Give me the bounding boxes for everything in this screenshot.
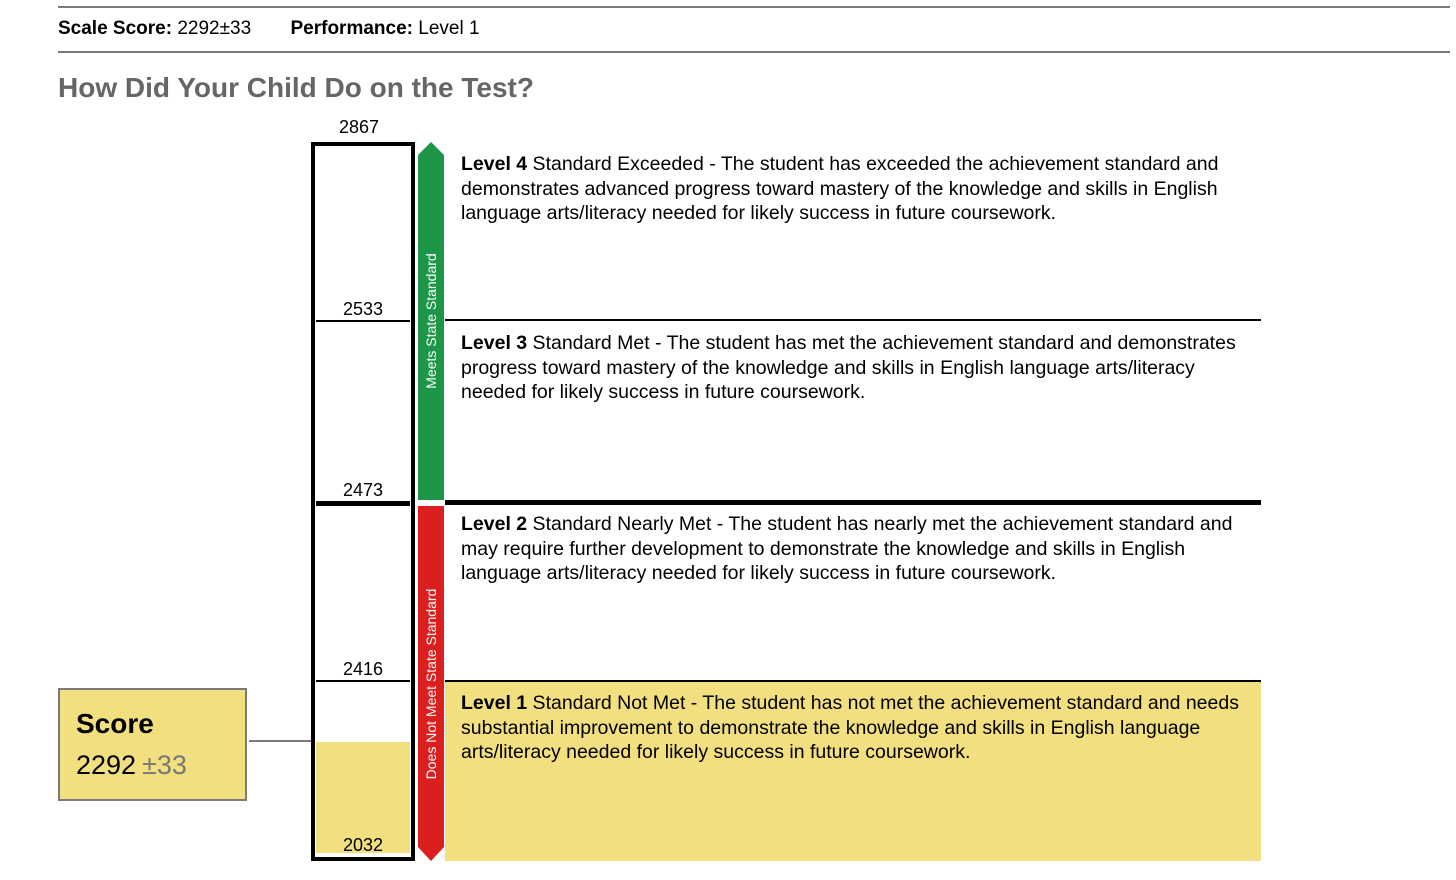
top-rule xyxy=(58,6,1450,8)
scale-score-value: 2292±33 xyxy=(177,18,252,39)
not-meet-standard-arrow xyxy=(418,506,444,861)
divider-2533 xyxy=(316,320,410,322)
level-text: Standard Not Met - The student has not met the achievement standard and needs substantial improvement to demonstrate the knowledge and skills in English language arts/literacy needed for likely success in future coursework. xyxy=(461,692,1239,764)
level-name: Level 3 xyxy=(461,332,528,354)
level-separator-1 xyxy=(445,680,1261,682)
meets-standard-arrow xyxy=(418,142,444,500)
level-name: Level 1 xyxy=(461,692,528,714)
level-text: Standard Exceeded - The student has exceeded the achievement standard and demonstrates advanced progress toward mastery of the knowledge and skills in English language arts/literacy needed for likely success in future coursework. xyxy=(461,153,1219,225)
score-value xyxy=(76,750,187,781)
tick-label: 2533 xyxy=(342,299,384,319)
score-title: Score xyxy=(76,708,154,739)
score-margin: ±33 xyxy=(142,750,187,780)
score-number: 2292 xyxy=(76,750,137,780)
divider-2416 xyxy=(316,680,410,682)
level-separator-3 xyxy=(445,319,1261,321)
score-callout xyxy=(58,688,247,801)
level-name: Level 2 xyxy=(461,513,528,535)
level-separator-2 xyxy=(445,500,1261,505)
meets-standard-label: Meets State Standard xyxy=(423,253,439,389)
performance-label: Performance: xyxy=(290,18,413,39)
level-name: Level 4 xyxy=(461,153,528,175)
tick-label: 2867 xyxy=(338,117,380,137)
performance-value: Level 1 xyxy=(418,18,480,39)
level-2-description xyxy=(461,512,1261,586)
scale-score-label: Scale Score: xyxy=(58,18,173,39)
level-4-description xyxy=(461,152,1261,226)
tick-label: 2473 xyxy=(342,480,384,500)
summary-rule xyxy=(58,51,1450,53)
level-text: Standard Met - The student has met the achievement standard and demonstrates progress toward mastery of the knowledge and skills in English language arts/literacy needed for likely success in future coursework. xyxy=(461,332,1236,404)
not-meet-standard-label: Does Not Meet State Standard xyxy=(423,588,439,779)
tick-label: 2416 xyxy=(342,659,384,679)
level-1-description xyxy=(461,691,1261,765)
level-3-description xyxy=(461,331,1261,405)
page-title: How Did Your Child Do on the Test? xyxy=(58,72,534,103)
tick-label: 2032 xyxy=(342,835,384,855)
summary-line xyxy=(58,18,480,40)
divider-2473 xyxy=(316,501,410,506)
score-connector-line xyxy=(249,740,311,742)
level-text: Standard Nearly Met - The student has nearly met the achievement standard and may require further development to demonstrate the knowledge and skills in English language arts/literacy needed for likely success in future coursework. xyxy=(461,513,1233,585)
